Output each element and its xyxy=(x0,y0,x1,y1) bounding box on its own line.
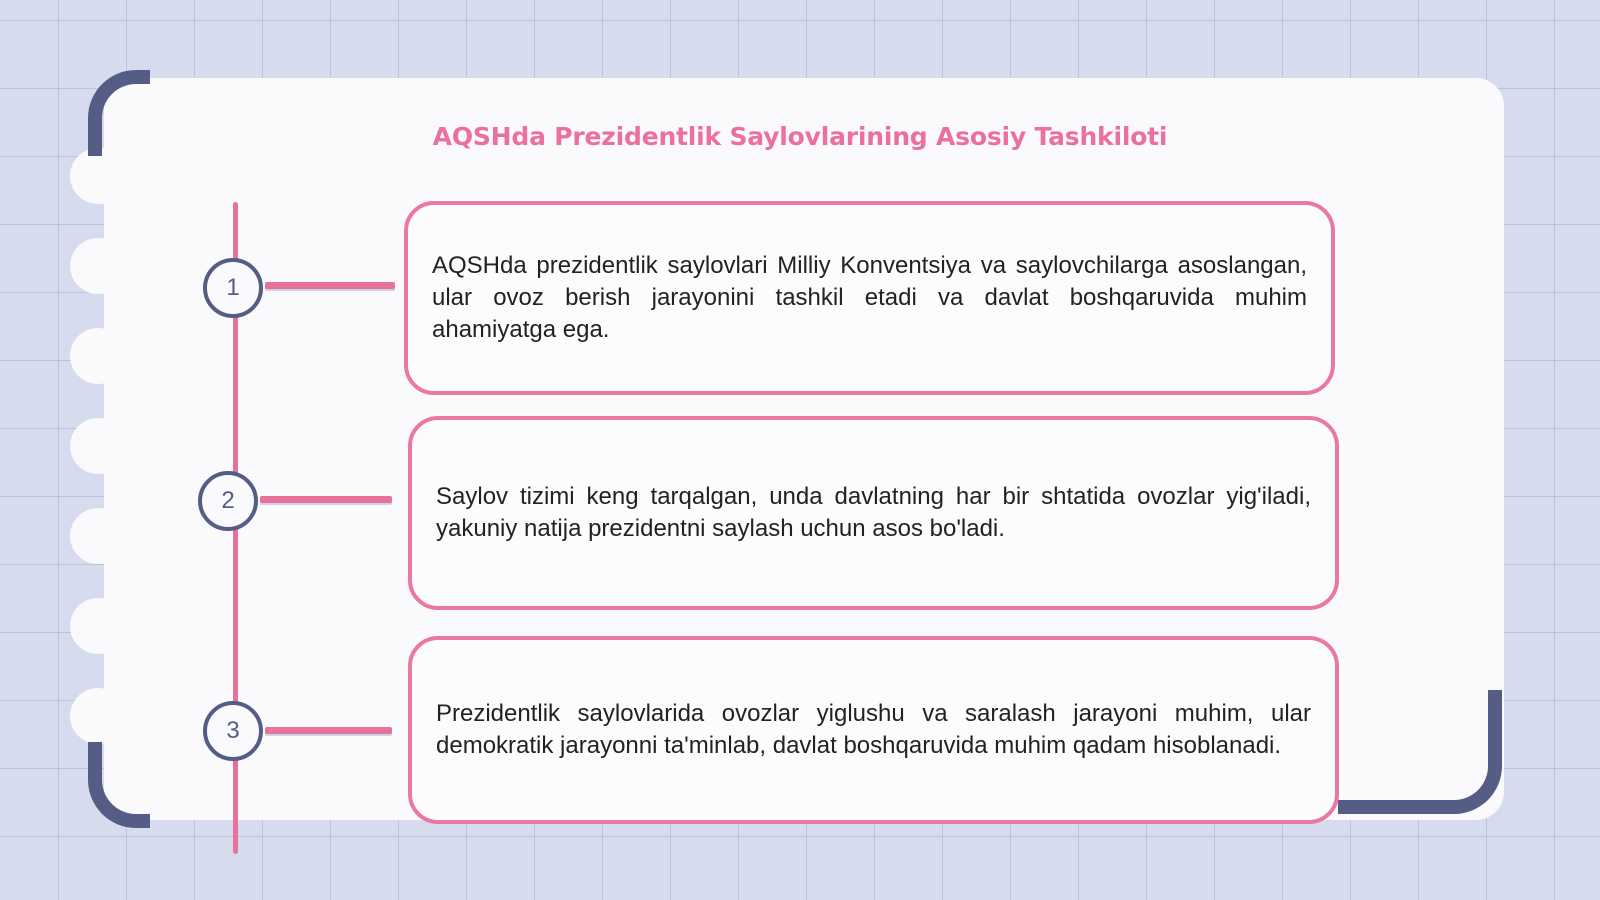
step-text-2: Saylov tizimi keng tarqalgan, unda davlatning har bir shtatida ovozlar yig'iladi, yakuniy natija prezidentni saylash uchun asos bo'ladi. xyxy=(436,483,1311,542)
card-edge-scallop xyxy=(70,598,126,654)
corner-bracket-bottom-left xyxy=(88,742,150,828)
card-edge-scallop xyxy=(70,688,126,744)
step-card-3 xyxy=(408,636,1339,824)
card-edge-scallop xyxy=(70,148,126,204)
step-text-1: AQSHda prezidentlik saylovlari Milliy Konventsiya va saylovchilarga asoslangan, ular ovoz berish jarayonini tashkil etadi va davlat boshqaruvida muhim ahamiyatga ega. xyxy=(432,252,1307,343)
timeline-connector-3 xyxy=(265,727,392,734)
step-number-2: 2 xyxy=(198,471,258,531)
card-edge-scallop xyxy=(70,238,126,294)
timeline-connector-1 xyxy=(265,282,395,289)
step-card-2 xyxy=(408,416,1339,610)
card-edge-scallop xyxy=(70,418,126,474)
slide-title: AQSHda Prezidentlik Saylovlarining Asosiy Tashkiloti xyxy=(432,122,1168,151)
step-text-3: Prezidentlik saylovlarida ovozlar yiglushu va saralash jarayoni muhim, ular demokratik jarayonni ta'minlab, davlat boshqaruvida muhim qadam hisoblanadi. xyxy=(436,700,1311,759)
timeline-connector-2 xyxy=(260,496,392,503)
step-number-3: 3 xyxy=(203,701,263,761)
card-edge-scallop xyxy=(70,508,126,564)
step-number-1: 1 xyxy=(203,258,263,318)
step-card-1 xyxy=(404,201,1335,395)
corner-bracket-bottom-right xyxy=(1338,690,1502,814)
card-edge-scallop xyxy=(70,328,126,384)
